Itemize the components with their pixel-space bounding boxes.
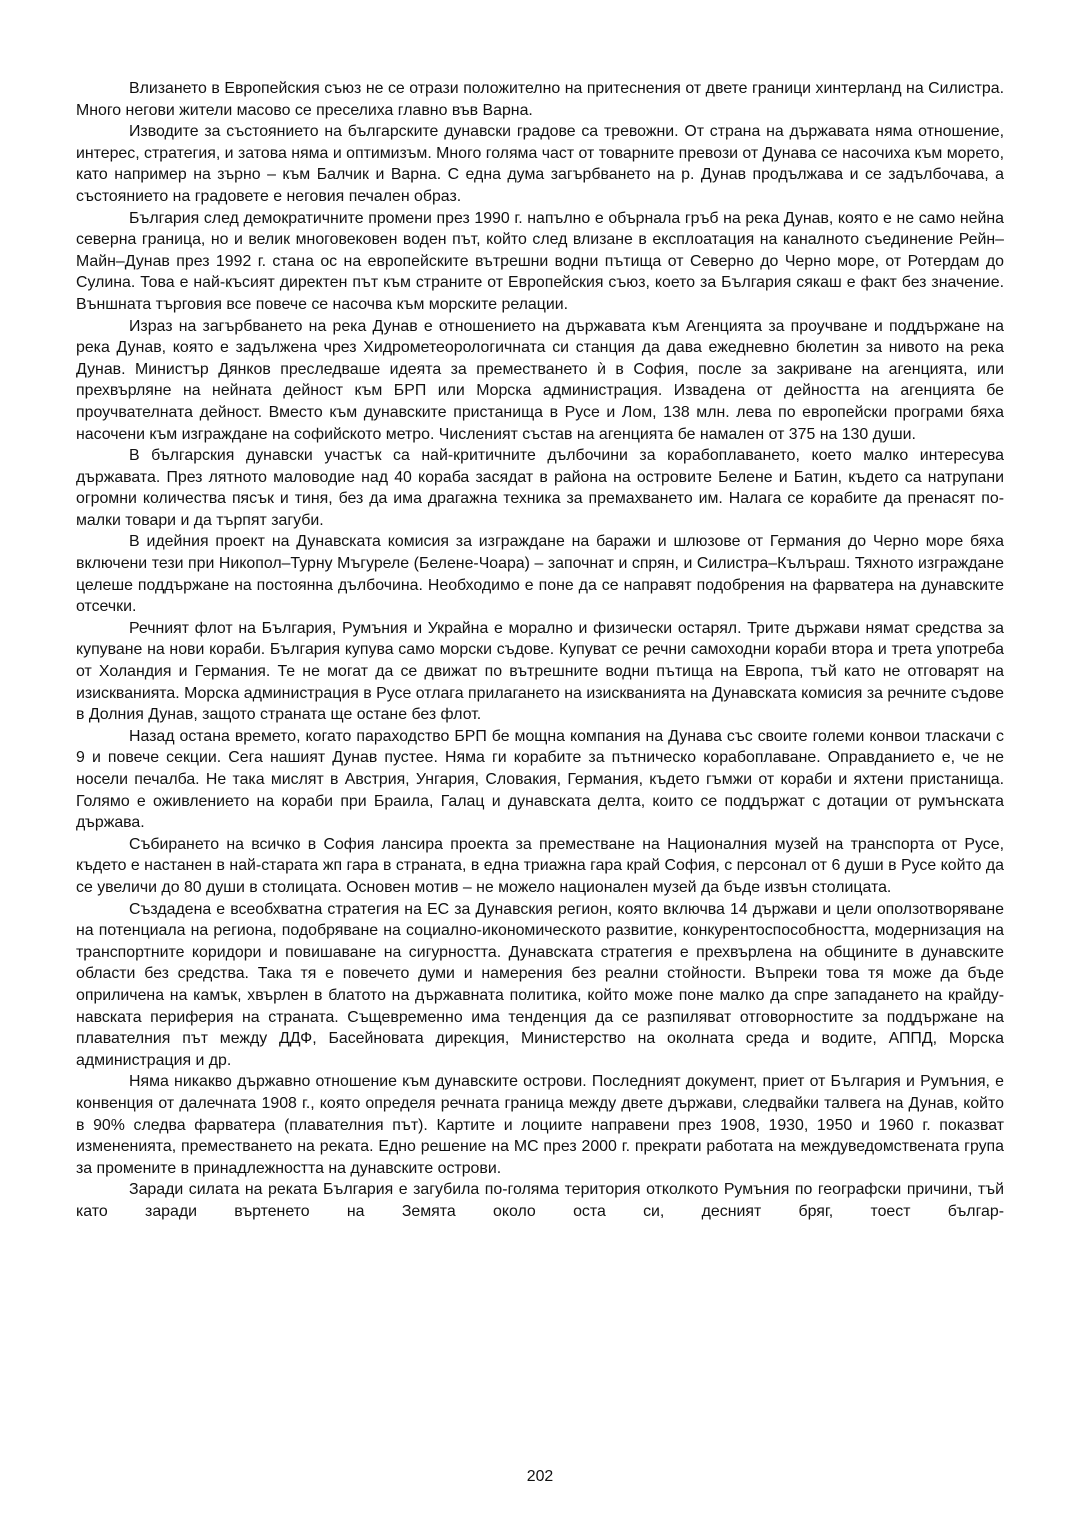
paragraph: Назад остана времето, когато параходство БРП бе мощна компания на Дунава със своите големи конвои тласкачи с 9 и повече секции. Сега нашият Дунав пустее. Няма ги корабите за пътническо корабоплаване. Оправданието е, че не носели печалба. Не така мислят в Австрия, Унгария, Словакия, Германия, където гъмжи от кораби и яхтени пристанища. Голямо е оживлението на кораби при Браила, Галац и дунавската делта, които се поддържат с дотации от румънската държава. — [76, 727, 1004, 832]
paragraph: В идейния проект на Дунавската комисия за изграждане на баражи и шлюзове от Германия до Черно море бяха включени тези при Никопол–Турну Мъгуреле (Белене-Чоара) – започнат и спрян, и Силистра–Кълъраш. Тяхното изграждане целеше поддържане на постоянна дълбочина. Необходимо е поне да се направят подобрения на фарватера на дунавските отсечки. — [76, 533, 1004, 616]
page-number: 202 — [526, 1468, 554, 1485]
paragraph: Речният флот на България, Румъния и Украйна е морално и физически остарял. Трите държави нямат средства за купуване на нови кораби. България купува само морски съдове. Купуват се речни самоходни кораби втора и трета употреба от Холандия и Германия. Те не могат да се движат по вътрешните водни пътища на Европа, тъй като не отговарят на изискванията. Морска администрация в Русе отлага прилагането на изискванията на Дунавската комисия за речните съдове в Долния Дунав, защото страната ще остане без флот. — [76, 619, 1004, 724]
document-body — [76, 78, 1004, 1222]
paragraph: България след демократичните промени през 1990 г. напълно е обърнала гръб на река Дунав, която е не само нейна северна граница, но и велик многовековен воден път, който след влизане в експлоатация на каналното съединение Рейн–Майн–Дунав през 1992 г. стана ос на европейските вътрешни водни пътища от Северно до Черно море, от Ротердам до Сулина. Това е най-късият директен път към страните от Европейския съюз, което за България сякаш е факт без значение. Външната търговия все повече се насочва към морските релации. — [76, 209, 1004, 313]
paragraph: Създадена е всеобхватна стратегия на ЕС за Дунавския регион, която включва 14 държави и цели оползотворяване на потенциала на региона, подобряване на социално-икономическото развитие, конкурентоспособността, модернизация на транспортните коридори и повишаване на сигурността. Дунавската стратегия е прехвърлена на общините в дунавските области без средства. Така тя е повечето думи и намерения без реални стойности. Въпреки това тя може да бъде оприличена на камък, хвърлен в блатото на държавната политика, който може поне малко да спре западането на крайдунавската периферия на страната. Същевременно има тенденция да се разпиляват отговорностите за поддържане на плавателния път между ДДФ, Басейновата дирекция, Министерство на околната среда и водите, АППД, Морска администрация и др. — [76, 900, 1004, 1069]
paragraph: Събирането на всичко в София лансира проекта за преместване на Националния музей на транспорта от Русе, където е настанен в най-старата жп гара в страната, в една триажна гара край София, с персонал от 6 души в Русе който да се увеличи до 80 души в столицата. Основен мотив – не можело национален музей да бъде извън столицата. — [76, 835, 1004, 896]
paragraph: Няма никакво държавно отношение към дунавските острови. Последният документ, приет от България и Румъния, е конвенция от далечната 1908 г., която определя речната граница между двете държави, следвайки талвега на Дунав, който в 90% следва фарватера (плавателния път). Картите и лоциите направени през 1908, 1930, 1950 и 1960 г. показват измененията, преместването на реката. Едно решение на МС през 2000 г. прекрати работата на междуведомствената група за промените в принадлежността на дунавските острови. — [76, 1073, 1004, 1177]
paragraph: В българския дунавски участък са най-критичните дълбочини за корабоплаването, което малко интересува държавата. През лятното маловодие над 40 кораба засядат в района на островите Белене и Батин, където са натрупани огромни количества пясък и тиня, без да има драгажна техника за премахването им. Налага се корабите да пренасят по-малки товари и да търпят загуби. — [76, 447, 1004, 529]
paragraph-last: Заради силата на реката България е загубила по-голяма територия отколкото Румъния по географски причини, тъй като заради въртенето на Земята около оста си, десният бряг, тоест българ- — [76, 1181, 1004, 1220]
paragraph: Израз на загърбването на река Дунав е отношението на държавата към Агенцията за проучване и поддържане на река Дунав, която е задължена чрез Хидрометеорологичната си станция да дава ежедневно бюлетин за нивото на река Дунав. Министър Дянков преследваше идеята за преместването ѝ в София, после за закриване на агенцията, или прехвърляне на нейната дейност към БРП или Морска администрация. Извадена от дейността на агенцията бе проучвателната дейност. Вместо към дунавските пристанища в Русе и Лом, 138 млн. лева по европейски програми бяха насочени към изграждане на софийското метро. Численият състав на агенцията бе намален от 375 на 130 души. — [76, 317, 1004, 443]
paragraph: Изводите за състоянието на българските дунавски градове са тревожни. От страна на държавата няма отношение, интерес, стратегия, и затова няма и оптимизъм. Много голяма част от товарните превози от Дунава се насочиха към морето, като например на зърно – към Балчик и Варна. С една дума загърбването на р. Дунав продължава и се задълбочава, а състоянието на градовете е неговия печален образ. — [76, 123, 1004, 205]
paragraph: Влизането в Европейския съюз не се отрази положително на притеснения от двете граници хинтерланд на Силистра. Много негови жители масово се преселиха главно във Варна. — [76, 80, 1004, 119]
